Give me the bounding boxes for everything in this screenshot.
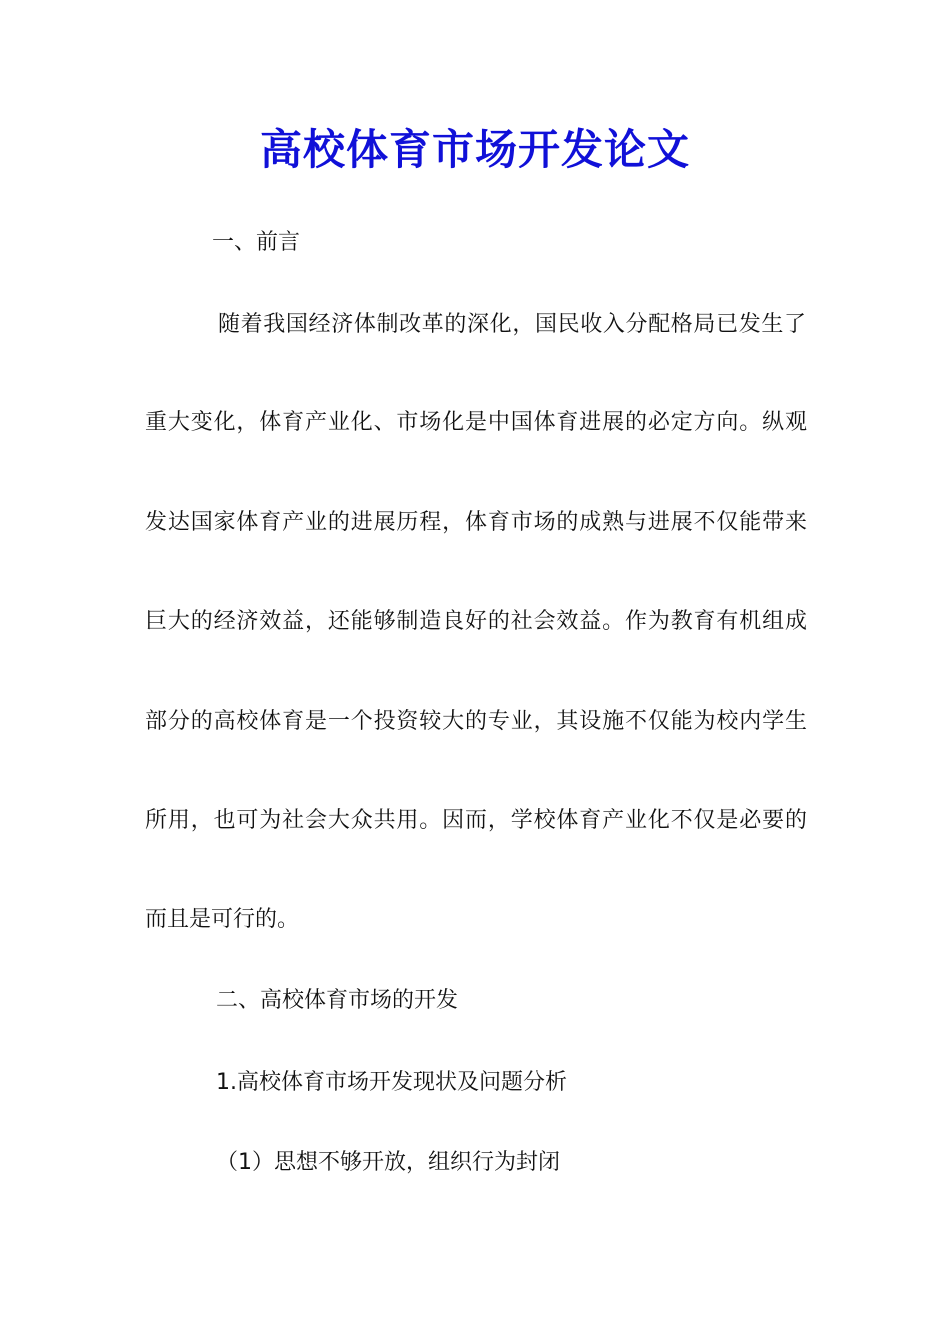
document-title: 高校体育市场开发论文 [259, 125, 690, 174]
section-heading-market-development: 二、高校体育市场的开发 [216, 988, 459, 1013]
item-heading: （1）思想不够开放，组织行为封闭 [216, 1150, 560, 1175]
paragraph-line: 发达国家体育产业的进展历程，体育市场的成熟与进展不仅能带来 [145, 510, 807, 535]
paragraph-line: 所用，也可为社会大众共用。因而，学校体育产业化不仅是必要的 [145, 808, 807, 833]
section-heading-preface: 一、前言 [212, 230, 301, 255]
paragraph-line: 而且是可行的。 [145, 907, 300, 932]
paragraph-line: 部分的高校体育是一个投资较大的专业，其设施不仅能为校内学生 [145, 709, 807, 734]
subsection-heading: 1.高校体育市场开发现状及问题分析 [216, 1070, 567, 1095]
paragraph-line: 巨大的经济效益，还能够制造良好的社会效益。作为教育有机组成 [145, 609, 807, 634]
paragraph-line: 重大变化，体育产业化、市场化是中国体育进展的必定方向。纵观 [145, 410, 807, 435]
paragraph-line: 随着我国经济体制改革的深化，国民收入分配格局已发生了 [218, 312, 806, 337]
